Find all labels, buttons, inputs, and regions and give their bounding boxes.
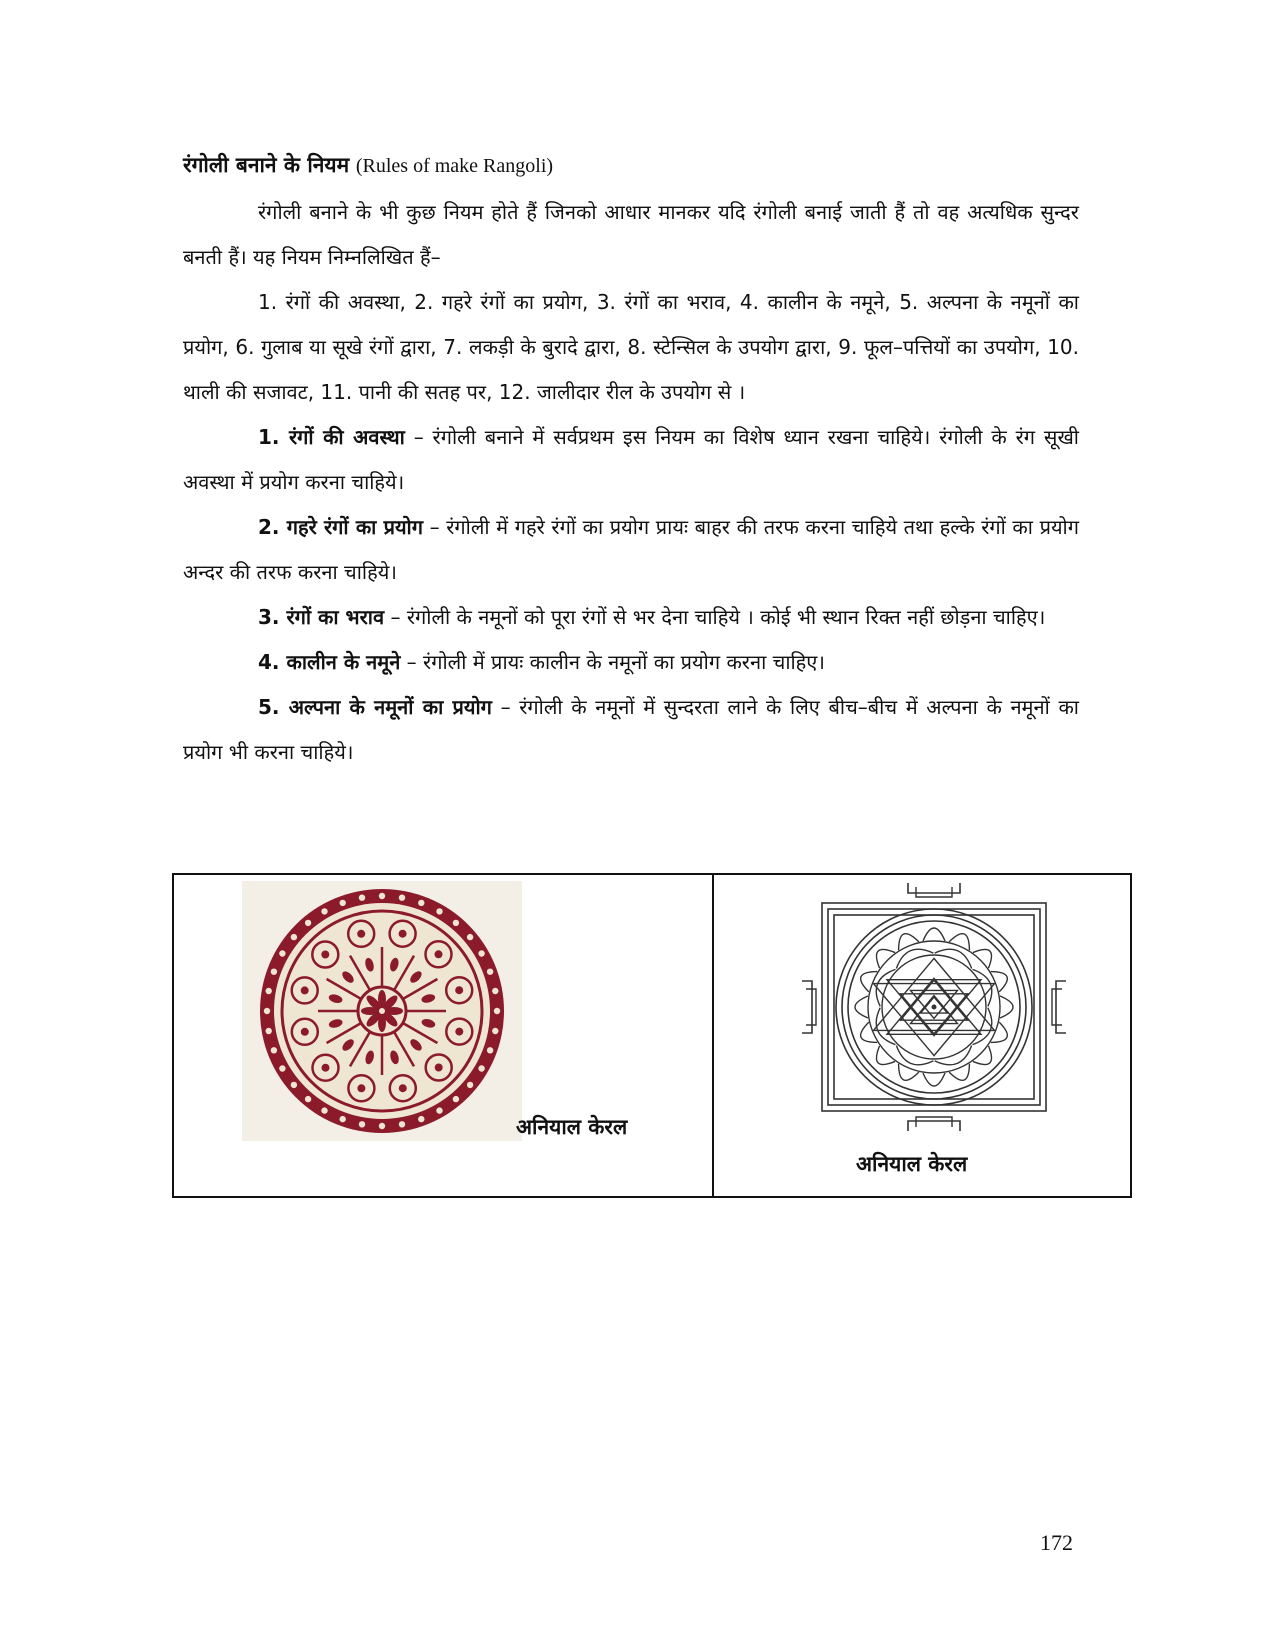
figure-cell-right xyxy=(714,875,1130,1196)
intro-paragraph: रंगोली बनाने के भी कुछ नियम होते हैं जिनको आधार मानकर यदि रंगोली बनाई जाती हैं तो वह अत्यधिक सुन्दर बनती हैं। यह नियम निम्नलिखित हैं– xyxy=(183,200,1079,269)
heading-english: (Rules of make Rangoli) xyxy=(355,155,554,177)
rule-paragraph-3 xyxy=(183,595,1079,640)
figure-caption-left: अनियाल केरल xyxy=(516,1115,628,1139)
rule-title-4: 4. कालीन के नमूने xyxy=(258,650,401,674)
rule-text-3: – रंगोली के नमूनों को पूरा रंगों से भर देना चाहिये । कोई भी स्थान रिक्त नहीं छोड़ना चाहिए। xyxy=(384,605,1046,629)
rule-text-4: – रंगोली में प्रायः कालीन के नमूनों का प्रयोग करना चाहिए। xyxy=(400,650,825,674)
rules-list-paragraph: 1. रंगों की अवस्था, 2. गहरे रंगों का प्रयोग, 3. रंगों का भराव, 4. कालीन के नमूने, 5. अल्पना के नमूनों का प्रयोग, 6. गुलाब या सूखे रंगों द्वारा, 7. लकड़ी के बुरादे द्वारा, 8. स्टेन्सिल के उपयोग द्वारा, 9. फूल–पत्तियों का उपयोग, 10. थाली की सजावट, 11. पानी की सतह पर, 12. जालीदार रील के उपयोग से । xyxy=(183,290,1079,404)
sri-yantra-icon xyxy=(794,877,1074,1137)
body-text xyxy=(183,190,1079,775)
circular-rangoli-icon xyxy=(242,881,522,1141)
section-heading xyxy=(183,150,1083,181)
rule-title-2: 2. गहरे रंगों का प्रयोग xyxy=(258,515,423,539)
rule-text-2: – रंगोली में गहरे रंगों का प्रयोग प्रायः बाहर की तरफ करना चाहिये तथा हल्के रंगों का प्रयोग अन्दर की तरफ करना चाहिये। xyxy=(183,515,1079,584)
rule-paragraph-5 xyxy=(183,685,1079,775)
rule-title-1: 1. रंगों की अवस्था xyxy=(258,425,405,449)
rule-paragraph-1 xyxy=(183,415,1079,505)
rule-paragraph-4 xyxy=(183,640,1079,685)
figure-table xyxy=(172,873,1132,1198)
figure-cell-left xyxy=(174,875,714,1196)
rule-text-5: – रंगोली के नमूनों में सुन्दरता लाने के लिए बीच–बीच में अल्पना के नमूनों का प्रयोग भी करना चाहिये। xyxy=(183,695,1079,764)
rule-text-1: – रंगोली बनाने में सर्वप्रथम इस नियम का विशेष ध्यान रखना चाहिये। रंगोली के रंग सूखी अवस्था में प्रयोग करना चाहिये। xyxy=(183,425,1079,494)
heading-hindi: रंगोली बनाने के नियम xyxy=(183,153,350,177)
rule-title-3: 3. रंगों का भराव xyxy=(258,605,385,629)
rule-paragraph-2 xyxy=(183,505,1079,595)
rule-title-5: 5. अल्पना के नमूनों का प्रयोग xyxy=(258,695,492,719)
page-number: 172 xyxy=(1040,1530,1073,1555)
figure-caption-right: अनियाल केरल xyxy=(856,1152,968,1176)
